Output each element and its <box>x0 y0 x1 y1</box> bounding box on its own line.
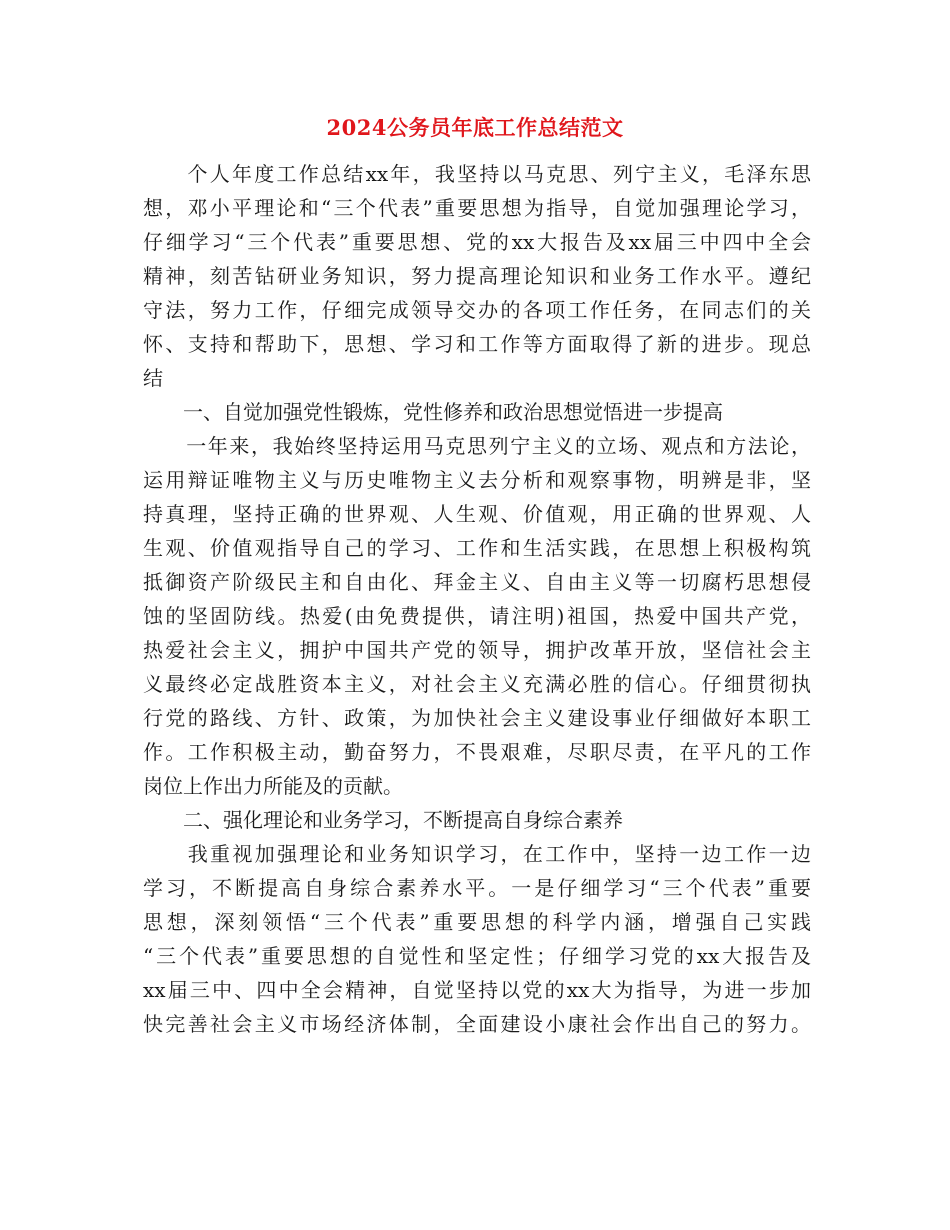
body-line: 蚀的坚固防线。热爱(由免费提供，请注明)祖国，热爱中国共产党， <box>143 604 811 628</box>
body-line: 义最终必定战胜资本主义，对社会主义充满必胜的信心。仔细贯彻执 <box>143 672 811 696</box>
section-heading-2: 二、强化理论和业务学习，不断提高自身综合素养 <box>143 808 623 832</box>
body-line: 怀、支持和帮助下，思想、学习和工作等方面取得了新的进步。现总 <box>143 332 811 356</box>
body-line: “三个代表”重要思想的自觉性和坚定性；仔细学习党的xx大报告及 <box>143 944 811 968</box>
body-line: 热爱社会主义，拥护中国共产党的领导，拥护改革开放，坚信社会主 <box>143 638 811 662</box>
body-line: 精神，刻苦钻研业务知识，努力提高理论知识和业务工作水平。遵纪 <box>143 264 811 288</box>
body-line: 抵御资产阶级民主和自由化、拜金主义、自由主义等一切腐朽思想侵 <box>143 570 811 594</box>
body-line: 持真理，坚持正确的世界观、人生观、价值观，用正确的世界观、人 <box>143 502 811 526</box>
body-line: 结 <box>143 366 163 390</box>
body-line: 想，邓小平理论和“三个代表”重要思想为指导，自觉加强理论学习， <box>143 196 811 220</box>
body-line: 守法，努力工作，仔细完成领导交办的各项工作任务，在同志们的关 <box>143 298 811 322</box>
document-body <box>143 157 811 1041</box>
body-line: 一年来，我始终坚持运用马克思列宁主义的立场、观点和方法论， <box>143 434 811 458</box>
body-line: 思想，深刻领悟“三个代表”重要思想的科学内涵，增强自己实践 <box>143 910 811 934</box>
body-line: xx届三中、四中全会精神，自觉坚持以党的xx大为指导，为进一步加 <box>143 978 811 1002</box>
body-line: 运用辩证唯物主义与历史唯物主义去分析和观察事物，明辨是非，坚 <box>143 468 811 492</box>
body-line: 快完善社会主义市场经济体制，全面建设小康社会作出自己的努力。 <box>143 1012 811 1036</box>
body-line: 生观、价值观指导自己的学习、工作和生活实践，在思想上积极构筑 <box>143 536 811 560</box>
body-line: 仔细学习“三个代表”重要思想、党的xx大报告及xx届三中四中全会 <box>143 230 811 254</box>
body-line: 行党的路线、方针、政策，为加快社会主义建设事业仔细做好本职工 <box>143 706 811 730</box>
body-line: 作。工作积极主动，勤奋努力，不畏艰难，尽职尽责，在平凡的工作 <box>143 740 811 764</box>
body-line: 岗位上作出力所能及的贡献。 <box>143 774 403 798</box>
document-title: 2024公务员年底工作总结范文 <box>326 115 624 140</box>
body-line: 个人年度工作总结xx年，我坚持以马克思、列宁主义，毛泽东思 <box>143 162 811 186</box>
body-line: 我重视加强理论和业务知识学习，在工作中，坚持一边工作一边 <box>143 842 811 866</box>
body-line: 学习，不断提高自身综合素养水平。一是仔细学习“三个代表”重要 <box>143 876 811 900</box>
section-heading-1: 一、自觉加强党性锻炼，党性修养和政治思想觉悟进一步提高 <box>143 400 723 424</box>
